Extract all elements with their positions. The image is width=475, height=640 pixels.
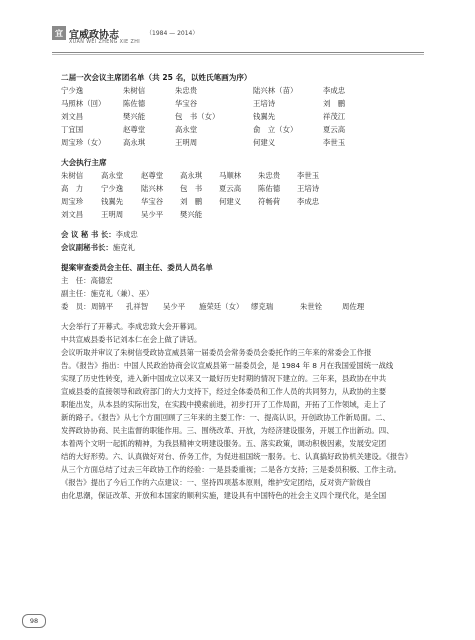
presidium-name: 陆兴林（苗） <box>253 86 298 95</box>
presidium-row <box>61 110 413 123</box>
deputy-secretary-line <box>61 241 413 254</box>
narrative-line: 结的大好形势。六、认真做好对台、侨务工作，为促进祖国统一服务。七、认真搞好政协机关建设。《报告》 <box>61 452 413 461</box>
narrative-line: 中共宣威县委书记刘本仁在会上做了讲话。 <box>61 335 202 344</box>
presidium-name: 陈佐德 <box>123 99 146 108</box>
presidium-name: 高永堂 <box>175 125 198 134</box>
executive-name: 李成忠 <box>297 197 320 206</box>
section-title-presidium: 二届一次会议主席团名单（共 25 名，以姓氏笔画为序） <box>61 73 252 82</box>
presidium-name: 丁宜国 <box>61 125 84 134</box>
presidium-name: 樊兴能 <box>123 112 146 121</box>
presidium-row <box>61 136 413 149</box>
committee-member-name: 朱世铨 <box>300 302 323 311</box>
executive-name: 钱翼先 <box>101 197 124 206</box>
committee-member-name: 吴少平 <box>163 302 186 311</box>
committee-member-name: 缪克瑞 <box>251 302 274 311</box>
header-logo: 宜 <box>52 26 66 40</box>
executive-name: 高永堂 <box>101 171 124 180</box>
executive-name: 朱树信 <box>61 171 84 180</box>
presidium-name: 王培诗 <box>253 99 276 108</box>
executive-name: 朱忠贵 <box>258 171 281 180</box>
book-years: （1984 — 2014） <box>146 30 199 37</box>
narrative-line: 发挥政协协商、民主监督的职能作用。三、围绕改革、开放，为经济建设服务，开展工作出新动。四、 <box>61 426 394 435</box>
committee-member-name: 施荣廷（女） <box>199 302 244 311</box>
executive-name: 马顺林 <box>219 171 242 180</box>
executive-name: 符畅荷 <box>258 197 281 206</box>
executive-name: 高永琪 <box>180 171 203 180</box>
narrative-line: 大会举行了开幕式。李成忠致大会开幕词。 <box>61 322 202 331</box>
presidium-name: 何建义 <box>253 138 276 147</box>
committee-members-label: 委 员： <box>61 302 91 311</box>
executive-name: 周宝珍 <box>61 197 84 206</box>
secretary-general-label: 会 议 秘 书 长： <box>61 230 116 239</box>
narrative-line: 职能出发，从本县的实际出发，在实践中摸索前进，初步打开了工作局面，开拓了工作领域，走上了 <box>61 400 387 409</box>
presidium-name: 李世玉 <box>323 138 346 147</box>
executive-name: 樊兴能 <box>180 210 203 219</box>
executive-name: 陆兴林 <box>141 184 164 193</box>
executive-name: 刘文昌 <box>61 210 84 219</box>
executive-name: 李世玉 <box>297 171 320 180</box>
deputy-secretary-name: 施克礼 <box>112 243 135 252</box>
presidium-name: 朱树信 <box>123 86 146 95</box>
narrative-text <box>61 320 413 502</box>
presidium-list <box>61 84 413 149</box>
executive-name: 赵尊堂 <box>141 171 164 180</box>
presidium-row <box>61 84 413 97</box>
presidium-name: 赵尊堂 <box>123 125 146 134</box>
narrative-line: 《报告》提出了今后工作的六点建议：一、坚持四项基本原则，维护安定团结，反对资产阶级自 <box>61 478 372 487</box>
committee-deputy: 副主任：施克礼（兼）、巫） <box>61 289 154 298</box>
header-rule-thin <box>52 54 424 55</box>
narrative-line: 实现了历史性转变，进入新中国成立以来又一最好历史时期的情况下建立的。三年来，县政协在中共 <box>61 374 387 383</box>
page-content <box>61 71 413 502</box>
presidium-name: 华宝谷 <box>175 99 198 108</box>
executive-name: 陈佑德 <box>258 184 281 193</box>
presidium-row <box>61 123 413 136</box>
executive-row <box>61 195 413 208</box>
presidium-name: 刘 鹏 <box>323 99 346 108</box>
committee-member-name: 周锦平 <box>91 302 114 311</box>
executive-row <box>61 182 413 195</box>
page-header <box>52 26 424 64</box>
executive-row <box>61 169 413 182</box>
presidium-name: 马照林（回） <box>61 99 106 108</box>
committee-member-name: 孔祥智 <box>126 302 149 311</box>
executive-row <box>61 208 413 221</box>
executive-name: 宁少逸 <box>101 184 124 193</box>
narrative-line: 从三个方面总结了过去三年政协工作的经验：一是县委重视；二是各方支持；三是委员积极、工作主动。 <box>61 465 401 474</box>
narrative-line: 本着两个文明一起抓的精神，为我县精神文明建设服务。五、落实政策，调动积极因素，发展安定团 <box>61 439 387 448</box>
presidium-name: 高永琪 <box>123 138 146 147</box>
presidium-name: 夏云高 <box>323 125 346 134</box>
executive-name: 王培诗 <box>297 184 320 193</box>
narrative-line: 告。《报告》指出：中国人民政治协商会议宣威县第一届委员会，是 1984 年 8 月在我国爱国统一战线 <box>61 361 394 370</box>
executive-name: 高 力 <box>61 184 84 193</box>
narrative-line: 宣威县委的直接领导和政府部门的大力支持下，经过全体委员和工作人员的共同努力，从政协的主要 <box>61 387 387 396</box>
presidium-name: 祥茂江 <box>323 112 346 121</box>
section-title-executive: 大会执行主席 <box>61 158 107 167</box>
presidium-name: 包 书（女） <box>175 112 220 121</box>
header-rule <box>52 52 424 53</box>
executive-name: 夏云高 <box>219 184 242 193</box>
executive-name: 何建义 <box>219 197 242 206</box>
presidium-name: 俞 立（女） <box>253 125 298 134</box>
presidium-name: 周宝珍（女） <box>61 138 106 147</box>
book-title: 宜威政协志 <box>69 30 119 41</box>
executive-name: 华宝谷 <box>141 197 164 206</box>
executive-name: 包 书 <box>180 184 203 193</box>
executive-name: 王明周 <box>101 210 124 219</box>
narrative-line: 由化思潮，保证改革、开放和本国家的顺利实施，建设具有中国特色的社会主义四个现代化，是全国 <box>61 491 387 500</box>
presidium-name: 钱翼先 <box>253 112 276 121</box>
committee-director: 主 任：高德宏 <box>61 276 113 285</box>
presidium-name: 朱忠贵 <box>175 86 198 95</box>
deputy-secretary-label: 会议副秘书长： <box>61 243 113 252</box>
executive-name: 刘 鹏 <box>180 197 203 206</box>
secretary-general-line <box>61 228 413 241</box>
executive-chair-list <box>61 169 413 221</box>
presidium-name: 宁少逸 <box>61 86 84 95</box>
section-title-committee: 提案审查委员会主任、副主任、委员人员名单 <box>61 263 213 272</box>
page-number: 98 <box>22 614 46 628</box>
presidium-name: 刘文昌 <box>61 112 84 121</box>
committee-member-name: 周佐理 <box>342 302 365 311</box>
executive-name: 吴少平 <box>141 210 164 219</box>
secretary-general-name: 李成忠 <box>115 230 138 239</box>
narrative-line: 会议听取并审议了朱树信受政协宣威县第一届委员会常务委员会委托作的三年来的常委会工作报 <box>61 348 372 357</box>
committee-members <box>61 300 413 313</box>
presidium-name: 李成忠 <box>323 86 346 95</box>
book-title-pinyin: XUAN WEI ZHENG XIE ZHI <box>69 40 141 45</box>
presidium-row <box>61 97 413 110</box>
narrative-line: 新的路子。《报告》从七个方面回顾了三年来的主要工作：一、提高认识，开创政协工作新局面。二、 <box>61 413 390 422</box>
presidium-name: 王明周 <box>175 138 198 147</box>
